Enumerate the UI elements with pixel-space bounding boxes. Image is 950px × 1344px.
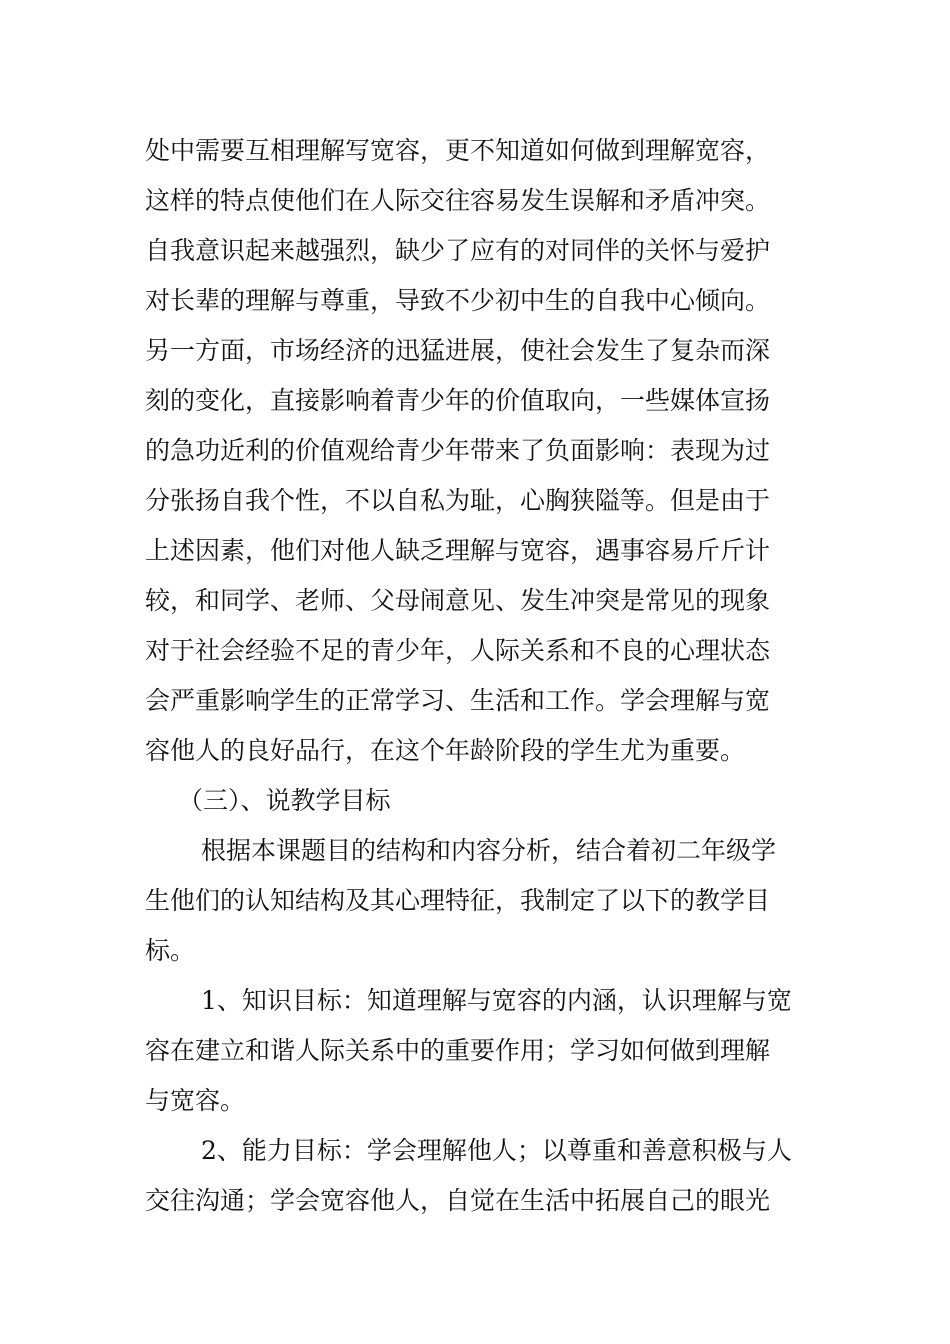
text-line: 生他们的认知结构及其心理特征，我制定了以下的教学目 [145, 886, 771, 915]
paragraph-start-line: 1、知识目标：知道理解与宽容的内涵，认识理解与宽 [201, 986, 792, 1015]
document-body [145, 126, 810, 1226]
text-line: 与宽容。 [145, 1086, 246, 1115]
paragraph-start-line: 2、能力目标：学会理解他人；以尊重和善意积极与人 [201, 1136, 792, 1165]
text-line: 这样的特点使他们在人际交往容易发生误解和矛盾冲突。 [145, 186, 771, 215]
text-line: 上述因素，他们对他人缺乏理解与宽容，遇事容易斤斤计 [145, 536, 771, 565]
text-line: 对于社会经验不足的青少年，人际关系和不良的心理状态 [145, 636, 771, 665]
text-line: 交往沟通；学会宽容他人，自觉在生活中拓展自己的眼光 [145, 1186, 771, 1215]
text-line: 容他人的良好品行，在这个年龄阶段的学生尤为重要。 [145, 736, 746, 765]
text-line: 另一方面，市场经济的迅猛进展，使社会发生了复杂而深 [145, 336, 771, 365]
text-line: 分张扬自我个性，不以自私为耻，心胸狭隘等。但是由于 [145, 486, 771, 515]
text-line: 会严重影响学生的正常学习、生活和工作。学会理解与宽 [145, 686, 771, 715]
text-line: 自我意识起来越强烈，缺少了应有的对同伴的关怀与爱护 [145, 236, 771, 265]
text-line: 对长辈的理解与尊重，导致不少初中生的自我中心倾向。 [145, 286, 771, 315]
text-line: 容在建立和谐人际关系中的重要作用；学习如何做到理解 [145, 1036, 771, 1065]
text-line: 处中需要互相理解写宽容，更不知道如何做到理解宽容， [145, 136, 771, 165]
text-line: 刻的变化，直接影响着青少年的价值取向，一些媒体宣扬 [145, 386, 771, 415]
text-line: 的急功近利的价值观给青少年带来了负面影响：表现为过 [145, 436, 771, 465]
text-line: 较，和同学、老师、父母闹意见、发生冲突是常见的现象 [145, 586, 771, 615]
paragraph-start-line: 根据本课题目的结构和内容分析，结合着初二年级学 [201, 836, 777, 865]
text-line: 标。 [145, 936, 196, 965]
section-heading: （三）、说教学目标 [178, 786, 391, 815]
